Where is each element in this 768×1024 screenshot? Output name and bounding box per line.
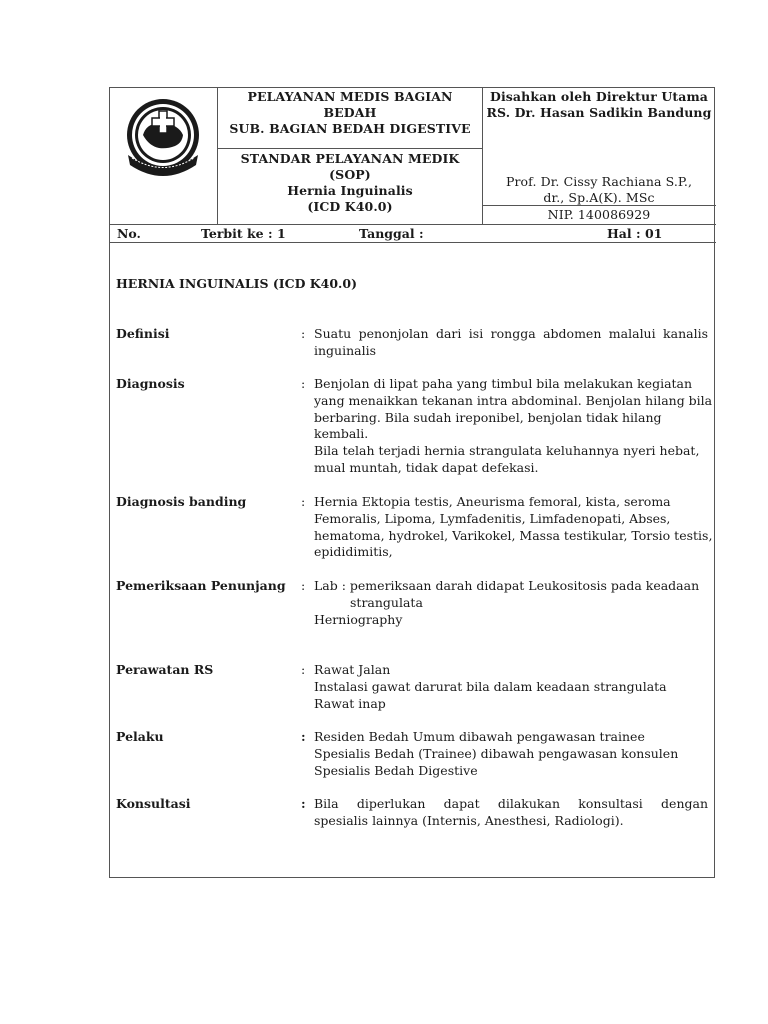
signatory-line-2: dr., Sp.A(K). MSc [543,190,655,205]
sop-title-line-3: Hernia Inguinalis [287,183,413,198]
section-label: Konsultasi [116,796,191,811]
section-body [314,494,713,561]
section-line: Spesialis Bedah (Trainee) dibawah pengawasan konsulen [314,745,679,761]
section-colon: : [301,662,306,677]
meta-tanggal: Tanggal : [359,226,424,241]
section-line: spesialis lainnya (Internis, Anesthesi, Radiologi). [314,812,624,828]
section-line: Bila telah terjadi hernia strangulata keluhannya nyeri hebat, [314,443,700,459]
section-line: Rawat inap [314,695,386,711]
section-colon: : [301,729,306,744]
section-body [314,796,708,830]
signatory-name [482,174,716,206]
sop-title-line-1: STANDAR PELAYANAN MEDIK [240,151,460,166]
section-colon: : [301,326,306,341]
section-line: kembali. [314,426,369,442]
document-meta-row [110,226,714,243]
section-line: berbaring. Bila sudah ireponibel, benjolan tidak hilang [314,409,662,425]
section-label: Diagnosis [116,376,185,391]
section-body [314,729,708,779]
meta-no: No. [117,226,141,241]
header-divider-sop [217,148,483,149]
section-line: Benjolan di lipat paha yang timbul bila melakukan kegiatan [314,376,693,391]
approval-text [482,89,716,121]
section-line: Hernia Ektopia testis, Aneurisma femoral, kista, seroma [314,494,671,509]
document-title: HERNIA INGUINALIS (ICD K40.0) [116,276,358,291]
section-label: Diagnosis banding [116,494,247,509]
section-label: Pemeriksaan Penunjang [116,578,286,593]
section-line: mual muntah, tidak dapat defekasi. [314,459,539,475]
section-line: strangulata [350,594,423,610]
approval-line-1: Disahkan oleh Direktur Utama [490,89,708,104]
section-line: Femoralis, Lipoma, Lymfadenitis, Limfadenopati, Abses, [314,510,671,526]
sop-title-line-4: (ICD K40.0) [307,199,393,214]
section-line: Rawat Jalan [314,662,391,677]
department-title-line-2: BEDAH [323,105,377,120]
hospital-seal-graphic [122,97,204,177]
section-body [314,662,708,712]
approval-line-2: RS. Dr. Hasan Sadikin Bandung [486,105,712,120]
signatory-line-1: Prof. Dr. Cissy Rachiana S.P., [505,174,693,189]
section-line: Herniography [314,611,403,627]
section-line: Instalasi gawat darurat bila dalam keadaan strangulata [314,678,667,694]
department-title-line-1: PELAYANAN MEDIS BAGIAN [247,89,453,104]
section-colon: : [301,494,306,509]
section-line: hematoma, hydrokel, Varikokel, Massa testikular, Torsio testis, [314,527,713,543]
sop-title [217,151,483,215]
section-line: Residen Bedah Umum dibawah pengawasan trainee [314,729,645,744]
section-line: Spesialis Bedah Digestive [314,762,478,778]
section-label: Pelaku [116,729,164,744]
signatory-nip: NIP. 140086929 [547,207,651,222]
section-line: inguinalis [314,342,377,358]
section-line: yang menaikkan tekanan intra abdominal. Benjolan hilang bila [314,392,713,408]
department-title [217,89,483,137]
section-line: epididimitis, [314,544,393,560]
section-body [314,376,713,477]
sop-document-page [109,87,715,878]
meta-hal: Hal : 01 [607,226,663,241]
hospital-seal-icon [122,97,204,177]
section-line: Suatu penonjolan dari isi rongga abdomen malalui kanalis [314,326,708,341]
section-body [314,578,708,628]
section-line: Bila diperlukan dapat dilakukan konsultasi dengan [314,796,708,811]
section-colon: : [301,376,306,391]
section-label: Perawatan RS [116,662,214,677]
department-title-line-3: SUB. BAGIAN BEDAH DIGESTIVE [229,121,471,136]
section-body [314,326,708,360]
section-line: Lab : pemeriksaan darah didapat Leukositosis pada keadaan [314,578,700,593]
meta-terbit: Terbit ke : 1 [201,226,286,241]
section-label: Definisi [116,326,170,341]
sop-title-line-2: (SOP) [329,167,371,182]
section-colon: : [301,578,306,593]
header-bottom-rule [110,224,716,225]
section-colon: : [301,796,306,811]
